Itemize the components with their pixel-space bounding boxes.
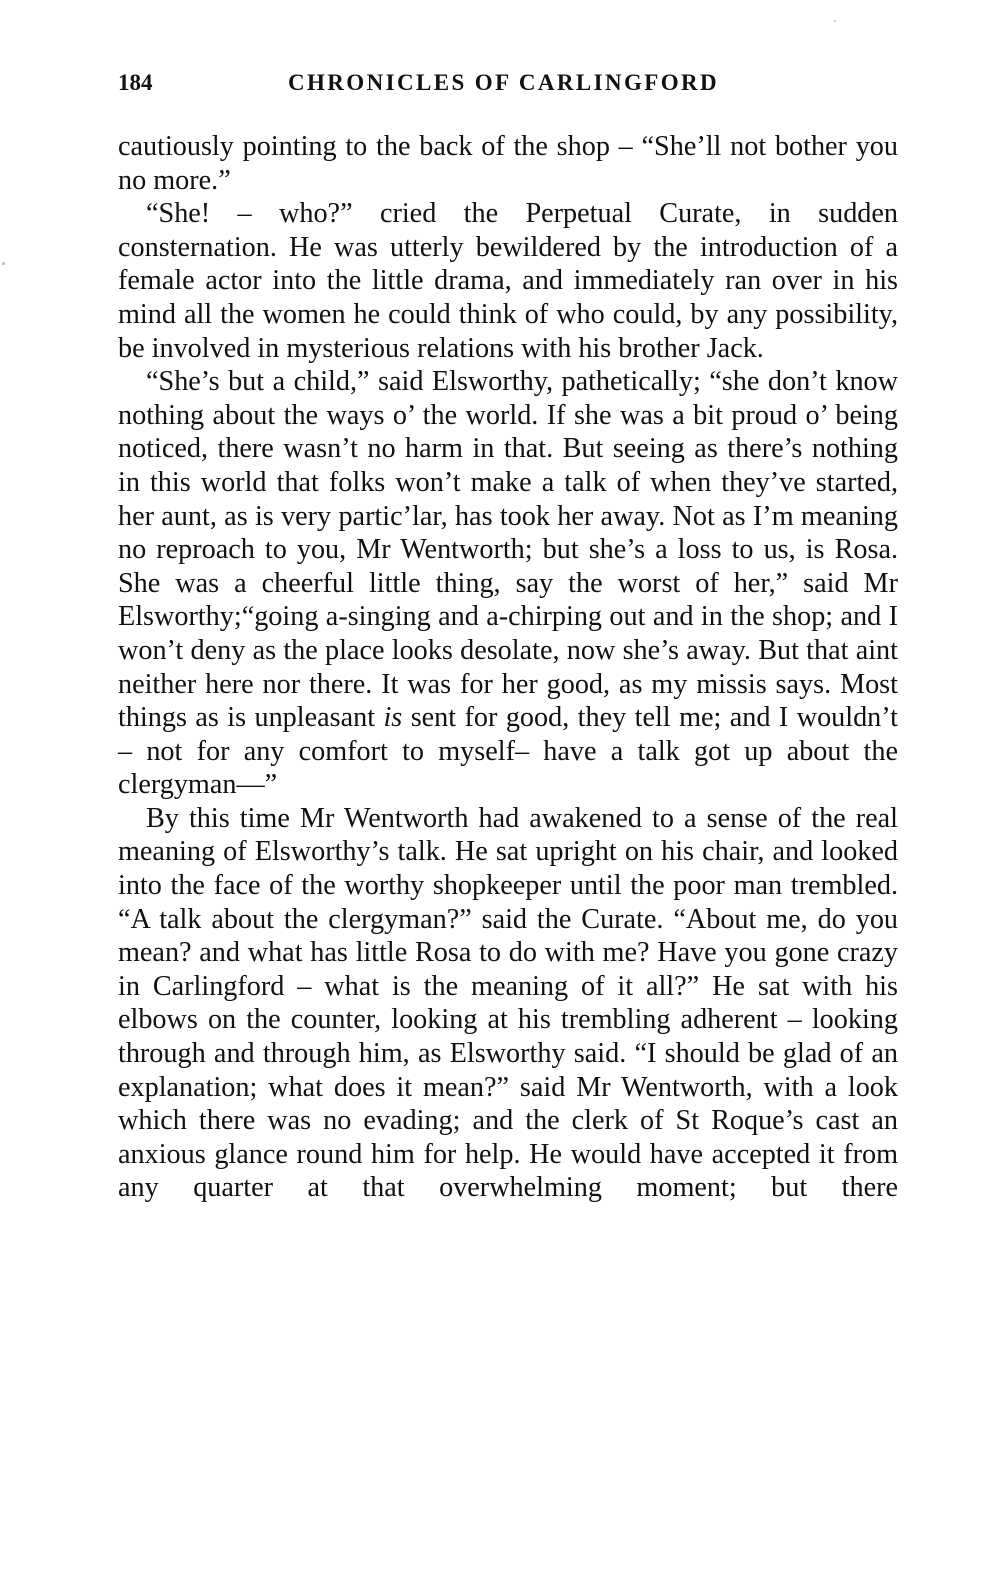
- paragraph-3-text: “She’s but a child,” said Elsworthy, pathetically; “she don’t know nothing about the ways o’ the world. If she was a bit proud o’ being noticed, there wasn’t no harm in that. But seeing as there’s nothing in this world that folks won’t make a talk of when they’ve started, her aunt, as is very partic’lar, has took her away. Not as I’m meaning no reproach to you, Mr Wentworth; but she’s a loss to us, is Rosa. She was a cheerful little thing, say the worst of her,” said Mr Elsworthy;“going a-singing and a-chirping out and in the shop; and I won’t deny as the place looks desolate, now she’s away. But that aint neither here nor there. It was for her good, as my missis says. Most things as is unpleasant: [118, 366, 898, 734]
- emphasis-is: is: [383, 702, 403, 734]
- scan-speck: [834, 20, 836, 22]
- page-header: [118, 70, 898, 110]
- paragraph-3-text-after: sent for good, they tell me; and I wouldn’t – not for any comfort to myself– have a talk got up about the clergyman—”: [118, 702, 898, 801]
- margin-speck: [2, 262, 5, 265]
- paragraph-1: cautiously pointing to the back of the shop – “She’ll not bother you no more.”: [118, 131, 898, 196]
- paragraph-3: [118, 365, 898, 802]
- paragraph-4: By this time Mr Wentworth had awakened to a sense of the real meaning of Elsworthy’s talk. He sat upright on his chair, and looked into the face of the worthy shopkeeper until the poor man trembled. “A talk about the clergyman?” said the Curate. “About me, do you mean? and what has little Rosa to do with me? Have you gone crazy in Carlingford – what is the meaning of it all?” He sat with his elbows on the counter, looking at his trembling adherent – looking through and through him, as Elsworthy said. “I should be glad of an explanation; what does it mean?” said Mr Wentworth, with a look which there was no evading; and the clerk of St Roque’s cast an anxious glance round him for help. He would have accepted it from any quarter at that overwhelming moment; but there: [118, 802, 898, 1204]
- page-number: 184: [118, 70, 153, 95]
- body-text: [118, 130, 898, 1205]
- running-head: CHRONICLES OF CARLINGFORD: [288, 70, 720, 95]
- paragraph-2: “She! – who?” cried the Perpetual Curate, in sudden consternation. He was utterly bewildered by the introduction of a female actor into the little drama, and immediately ran over in his mind all the women he could think of who could, by any possibility, be involved in mysterious relations with his brother Jack.: [118, 198, 898, 364]
